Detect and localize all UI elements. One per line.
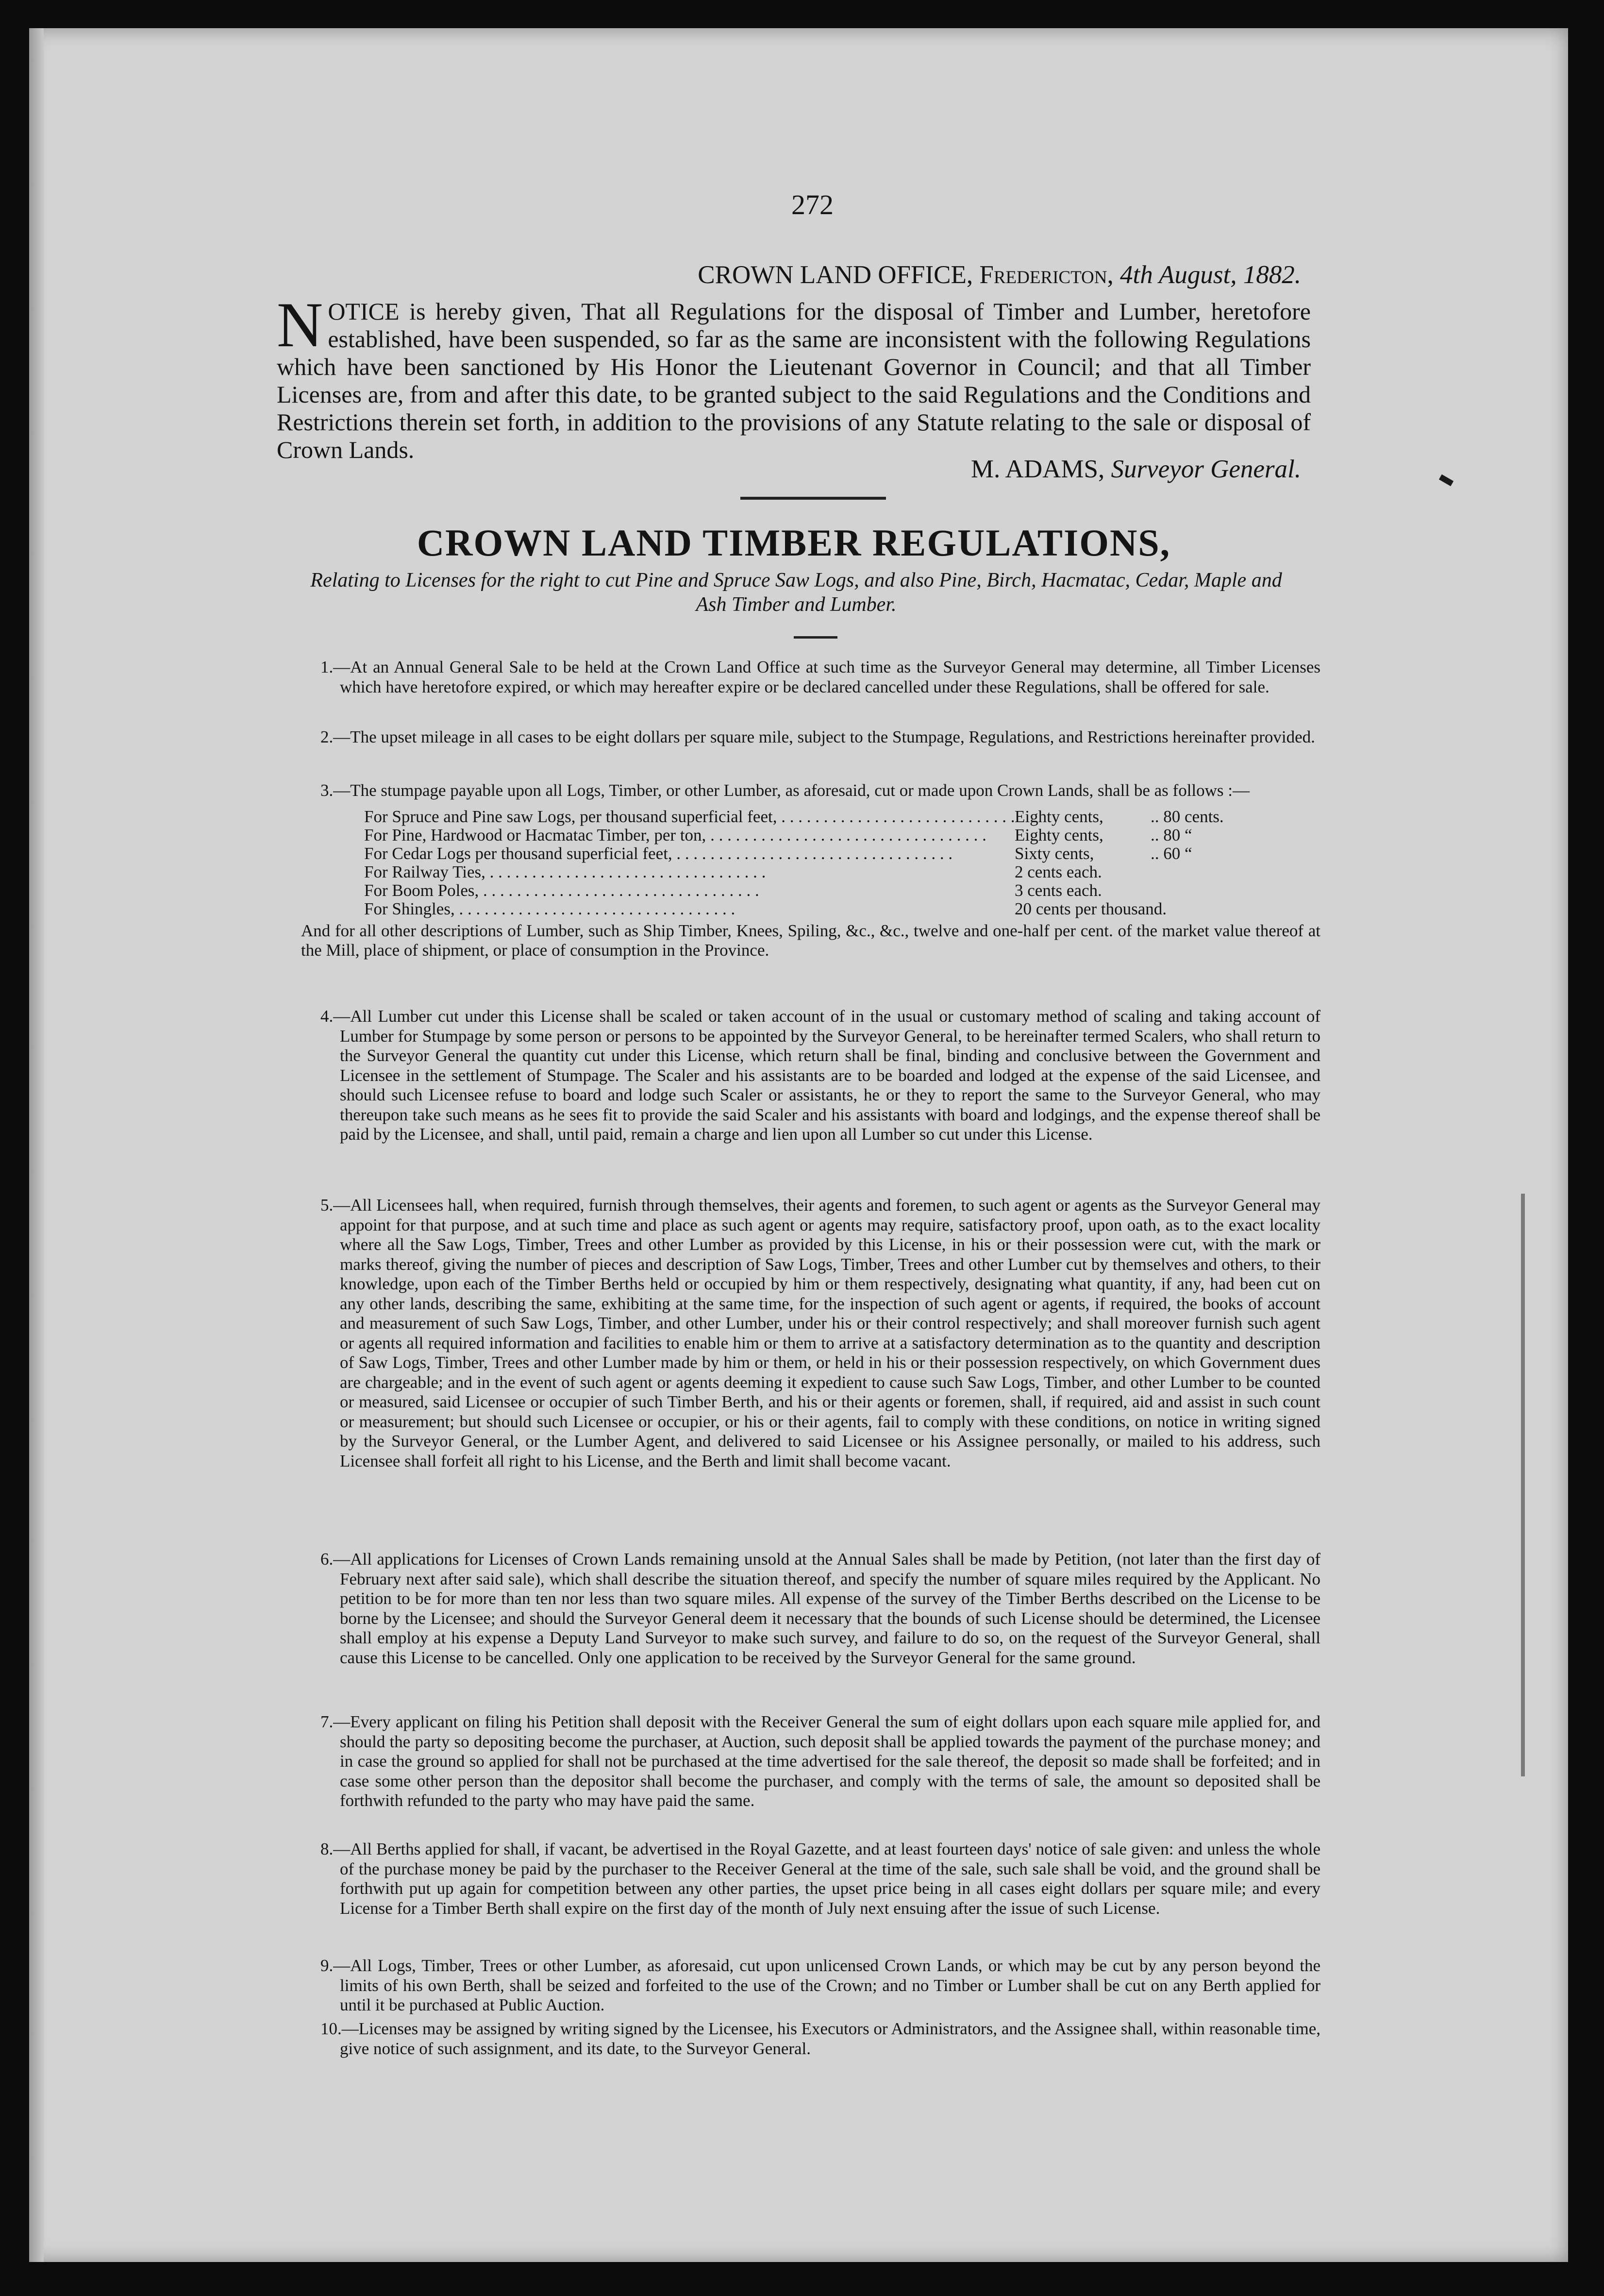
margin-mark [1521,1194,1525,1776]
divider-rule [740,497,886,500]
regulation-6 [320,1550,1320,1668]
stumpage-rate-table [364,808,1320,918]
regulation-3 [301,781,1320,961]
regulation-text: —Licenses may be assigned by writing signed by the Licensee, his Executors or Administrators, and the Assignee shall, within reasonable time, give notice of such assignment, and its date, to the Surveyor General. [340,2019,1320,2058]
rate-row: For Railway Ties, . . 2 cents each. [364,863,1320,881]
regulation-number: 7. [320,1712,334,1731]
margin-mark [1439,474,1454,486]
regulation-text: —All Berths applied for shall, if vacant, be advertised in the Royal Gazette, and at least fourteen days' notice of sale given: and unless the whole of the purchase money be paid by the purchaser to the Receiver General at the time of the sale, such sale shall be void, and the ground shall be forthwith put up again for competition between any other parties, the upset price being in all cases eight dollars per square mile; and every License for a Timber Berth shall expire on the first day of the month of July next ensuing after the issue of such License. [333,1840,1320,1918]
rate-row: For Shingles, . . 20 cents per thousand. [364,900,1320,918]
office-name: CROWN LAND OFFICE, [698,261,973,289]
regulation-number: 3. [320,781,334,800]
notice-paragraph [277,289,1311,464]
regulation-2 [320,727,1320,747]
regulation-number: 10. [320,2019,342,2038]
regulation-text: —The stumpage payable upon all Logs, Timber, or other Lumber, as aforesaid, cut or made upon Crown Lands, shall be as follows :— [333,781,1250,800]
regulation-4 [320,1007,1320,1145]
office-dateline [277,260,1301,289]
rate-row: For Spruce and Pine saw Logs, per thousand superficial feet, . . Eighty cents, .. 80 cents. [364,808,1320,826]
regulation-number: 8. [320,1840,334,1858]
page-number: 272 [791,189,834,220]
drop-cap: N [277,289,323,360]
regulation-text: —The upset mileage in all cases to be eight dollars per square mile, subject to the Stumpage, Regulations, and Restrictions hereinafter provided. [333,727,1315,746]
regulation-number: 9. [320,1956,334,1975]
regulation-text: —At an Annual General Sale to be held at the Crown Land Office at such time as the Surveyor General may determine, all Timber Licenses which have heretofore expired, or which may hereafter expire or be declared cancelled under these Regulations, shall be offered for sale. [333,658,1320,696]
regulations-heading: CROWN LAND TIMBER REGULATIONS, [417,522,1171,564]
regulation-text: —All Lumber cut under this License shall be scaled or taken account of in the usual or customary method of scaling and taking account of Lumber for Stumpage by some person or persons to be appointed by the Surveyor General, to be hereinafter termed Scalers, who shall return to the Surveyor General the quantity cut under this License, which return shall be final, binding and conclusive between the Government and Licensee in the settlement of Stumpage. The Scaler and his assistants are to be boarded and lodged at the expense of the said Licensee, and should such Licensee refuse to board and lodge such Scaler or assistants, he or they to report the same to the Surveyor General, who may thereupon take such means as he sees fit to provide the said Scaler and his assistants with board and lodgings, and the expense thereof shall be paid by the Licensee, and shall, until paid, remain a charge and lien upon all Lumber so cut under this License. [333,1007,1320,1144]
signature-title: Surveyor General. [1111,455,1301,483]
regulation-text: —All Licensees hall, when required, furnish through themselves, their agents and foremen, to such agent or agents as the Surveyor General may appoint for that purpose, and at such time and place as such agent or agents may require, satisfactory proof, upon oath, as to the exact locality where all the Saw Logs, Timber, Trees and other Lumber as provided by this License, in his or their possession were cut, with the mark or marks thereof, giving the number of pieces and description of Saw Logs, Timber, Trees and other Lumber cut by themselves and others, to their knowledge, upon each of the Timber Berths held or occupied by him or them respectively, designating what quantity, if any, had been cut on any other lands, describing the same, exhibiting at the same time, for the inspection of such agent or agents, if required, the books of account and measurement of such Saw Logs, Timber, and other Lumber, under his or their control respectively; and shall moreover furnish such agent or agents all required information and facilities to enable him or them to arrive at a satisfactory determination as to the quantity and description of Saw Logs, Timber, Trees and other Lumber made by him or them, or held in his or their possession respectively, on which Government dues are chargeable; and in the event of such agent or agents deeming it expedient to cause such Saw Logs, Timber, and other Lumber to be counted or measured, said Licensee or occupier of such Timber Berth, and his or their agents or foremen, shall, if required, aid and assist in such count or measurement; but should such Licensee or occupier, or his or their agents, fail to comply with these conditions, on notice in writing signed by the Surveyor General, or the Lumber Agent, and delivered to said Licensee or his Assignee personally, or mailed to his address, such Licensee shall forfeit all right to his License, and the Berth and limit shall become vacant. [333,1196,1320,1470]
regulation-number: 2. [320,727,334,746]
signature-name: M. ADAMS, [970,455,1105,483]
regulation-text: —All Logs, Timber, Trees or other Lumber, as aforesaid, cut upon unlicensed Crown Lands, or which may be cut by any person beyond the limits of his own Berth, shall be seized and forfeited to the use of the Crown; and no Timber or Lumber shall be cut on any Berth applied for until it be purchased at Public Auction. [333,1956,1320,2014]
office-city: Fredericton, [979,261,1114,289]
signature [277,455,1301,484]
rate-row: For Pine, Hardwood or Hacmatac Timber, per ton, . . Eighty cents, .. 80 “ [364,826,1320,844]
rate-row: For Boom Poles, . . 3 cents each. [364,881,1320,900]
regulation-5 [320,1196,1320,1471]
document-page [29,28,1568,2262]
rate-row: For Cedar Logs per thousand superficial feet, . . Sixty cents, .. 60 “ [364,844,1320,863]
divider-rule-short [794,636,837,639]
notice-text: OTICE is hereby given, That all Regulations for the disposal of Timber and Lumber, heretofore established, have been suspended, so far as the same are inconsistent with the following Regulations which have been sanctioned by His Honor the Lieutenant Governor in Council; and that all Timber Licenses are, from and after this date, to be granted subject to the said Regulations and the Conditions and Restrictions therein set forth, in addition to the provisions of any Statute relating to the sale or disposal of Crown Lands. [277,298,1311,463]
regulation-3-continuation: And for all other descriptions of Lumber, such as Ship Timber, Knees, Spiling, &c., &c., twelve and one-half per cent. of the market value thereof at the Mill, place of shipment, or place of consumption in the Province. [301,921,1320,960]
regulation-number: 6. [320,1550,334,1569]
regulation-number: 5. [320,1196,334,1215]
regulation-8 [320,1840,1320,1918]
regulation-10 [320,2019,1320,2059]
regulation-number: 1. [320,658,334,676]
regulation-7 [320,1712,1320,1811]
page-binding-edge [29,28,44,2262]
regulation-text: —Every applicant on filing his Petition shall deposit with the Receiver General the sum of eight dollars upon each square mile applied for, and should the party so depositing become the purchaser, at Auction, such deposit shall be applied towards the payment of the purchase money; and in case the ground so applied for shall not be purchased at the time advertised for the sale thereof, the deposit so made shall be forfeited; and in case some other person than the depositor shall become the purchaser, and comply with the terms of sale, the amount so deposited shall be forthwith refunded to the party who may have paid the same. [333,1712,1320,1810]
office-date: 4th August, 1882. [1120,261,1301,289]
regulation-1 [320,658,1320,697]
regulation-9 [320,1956,1320,2015]
regulation-text: —All applications for Licenses of Crown Lands remaining unsold at the Annual Sales shall be made by Petition, (not later than the first day of February next after said sale), which shall describe the situation thereof, and specify the number of square miles required by the Applicant. No petition to be for more than ten nor less than two square miles. All expense of the survey of the Timber Berths described on the License to be borne by the Licensee; and should the Surveyor General deem it necessary that the bounds of such License should be determined, the Licensee shall employ at his expense a Deputy Land Surveyor to make such survey, and failure to do so, on the request of the Surveyor General, shall cause this License to be cancelled. Only one application to be received by the Surveyor General for the same ground. [333,1550,1320,1667]
regulation-number: 4. [320,1007,334,1026]
regulations-subheading: Relating to Licenses for the right to cut Pine and Spruce Saw Logs, and also Pine, Birch, Hacmatac, Cedar, Maple and Ash Timber and Lumber. [310,569,1282,616]
